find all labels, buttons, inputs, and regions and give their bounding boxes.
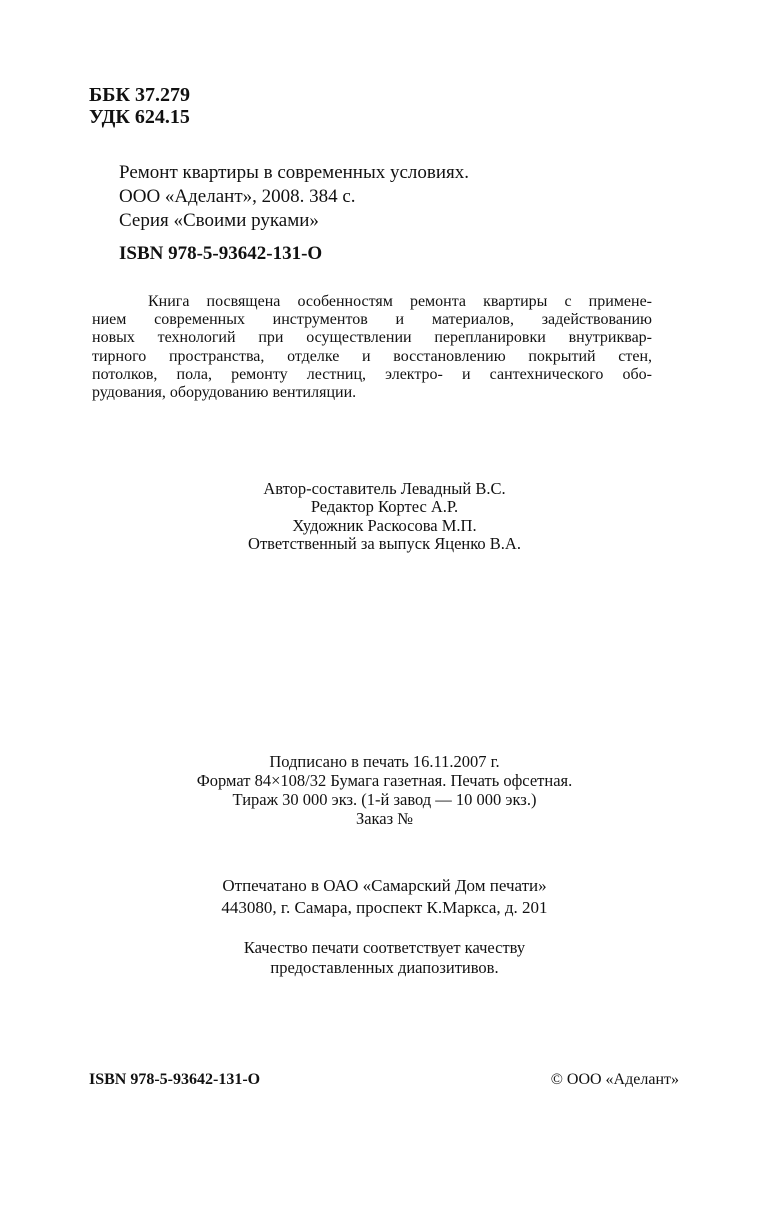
author-compiler: Автор-составитель Левадный В.С. (263, 479, 506, 498)
artist: Художник Раскосова М.П. (292, 515, 477, 535)
classification-codes (89, 84, 190, 128)
annotation (92, 293, 652, 402)
book-title: Ремонт квартиры в современных условиях. (119, 162, 470, 183)
isbn: ISBN 978-5-93642-131-O (119, 243, 323, 264)
print-quality-note (0, 938, 769, 978)
printer-name: Отпечатано в ОАО «Самарский Дом печати» (222, 876, 547, 895)
series-line: Серия «Своими руками» (119, 210, 319, 231)
responsible-editor: Ответственный за выпуск Яценко В.А. (248, 534, 521, 554)
annotation-line: рудования, оборудованию вентиляции. (92, 384, 357, 402)
order-number: Заказ № (355, 809, 414, 828)
printer-address: 443080, г. Самара, проспект К.Маркса, д. 201 (221, 898, 548, 917)
quality-line: Качество печати соответствует качеству (243, 938, 526, 957)
footer-isbn: ISBN 978-5-93642-131-O (89, 1071, 261, 1088)
printer-info (0, 875, 769, 919)
annotation-line: нием современных инструментов и материалов, задействованию (92, 311, 652, 329)
udk-code: УДК 624.15 (89, 106, 190, 128)
copyright: © ООО «Аделант» (550, 1071, 679, 1088)
print-run: Тираж 30 000 экз. (1-й завод — 10 000 экз.) (232, 790, 537, 809)
bbk-code: ББК 37.279 (89, 84, 190, 106)
format-line: Формат 84×108/32 Бумага газетная. Печать офсетная. (196, 771, 573, 790)
annotation-line: тирного пространства, отделке и восстановлению покрытий стен, (92, 347, 652, 365)
printing-details (0, 752, 769, 828)
bibliographic-description (119, 161, 469, 233)
editor: Редактор Кортес А.Р. (310, 497, 459, 517)
signed-to-print: Подписано в печать 16.11.2007 г. (269, 752, 500, 771)
quality-line: предоставленных диапозитивов. (270, 958, 499, 977)
annotation-line: новых технологий при осуществлении перепланировки внутриквар- (92, 329, 652, 347)
credits (0, 480, 769, 554)
annotation-line: Книга посвящена особенностям ремонта квартиры с примене- (148, 293, 652, 310)
publisher-line: ООО «Аделант», 2008. 384 с. (119, 186, 356, 207)
annotation-line: потолков, пола, ремонту лестниц, электро- и сантехнического обо- (92, 365, 652, 383)
